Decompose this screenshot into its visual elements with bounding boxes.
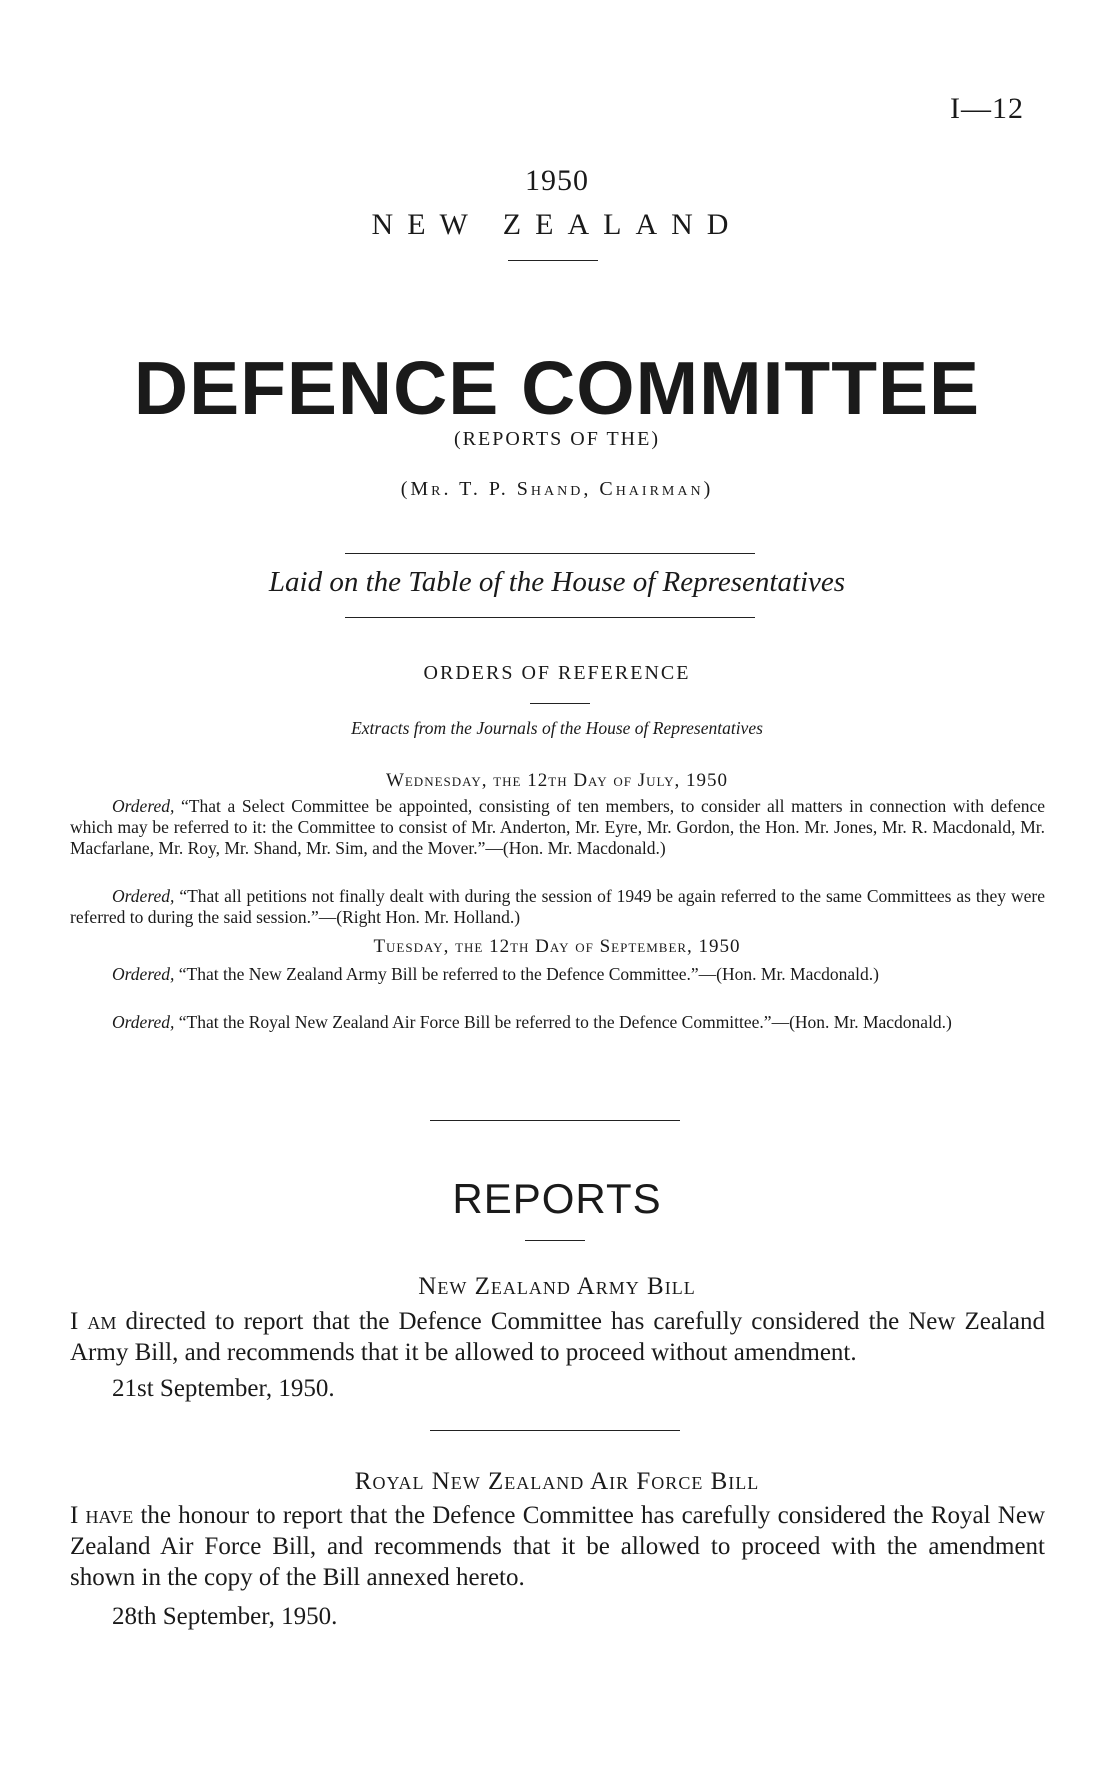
laid-statement: Laid on the Table of the House of Representatives <box>268 566 846 598</box>
divider <box>345 617 755 618</box>
document-title: DEFENCE COMMITTEE <box>133 346 981 430</box>
year: 1950 <box>525 164 589 197</box>
report-lead: I am <box>70 1308 117 1335</box>
divider <box>430 1120 680 1121</box>
ordered-label: Ordered, <box>112 1012 175 1032</box>
report-text: the honour to report that the Defence Committee has carefully considered the Royal New Zealand Air Force Bill, and recommends that it be allowed to proceed with the amendment shown in the copy of the Bill annexed hereto. <box>70 1502 1046 1591</box>
chairman-line: (Mr. T. P. Shand, Chairman) <box>400 478 714 500</box>
country: NEW ZEALAND <box>371 208 743 241</box>
order-text: “That the Royal New Zealand Air Force Bill be referred to the Defence Committee.”—(Hon. Mr. Macdonald.) <box>178 1012 952 1032</box>
order-text: “That the New Zealand Army Bill be referred to the Defence Committee.”—(Hon. Mr. Macdonald.) <box>178 964 879 984</box>
order-date-september: Tuesday, the 12th Day of September, 1950 <box>373 936 741 957</box>
report-lead: I have <box>70 1502 134 1529</box>
divider <box>530 703 590 704</box>
airforce-bill-report <box>70 1500 1045 1593</box>
report-text: directed to report that the Defence Committee has carefully considered the New Zealand Army Bill, and recommends that it be allowed to proceed without amendment. <box>70 1308 1046 1366</box>
divider <box>525 1240 585 1241</box>
order-paragraph <box>70 796 1045 859</box>
airforce-bill-heading: Royal New Zealand Air Force Bill <box>354 1468 760 1495</box>
order-text: “That a Select Committee be appointed, consisting of ten members, to consider all matters in connection with defence which may be referred to it: the Committee to consist of Mr. Anderton, Mr. Eyre, Mr. Gordon, the Hon. Mr. Jones, Mr. R. Macdonald, Mr. Macfarlane, Mr. Roy, Mr. Shand, Mr. Sim, and the Mover.”—(Hon. Mr. Macdonald.) <box>70 796 1046 858</box>
army-bill-heading: New Zealand Army Bill <box>418 1273 696 1300</box>
order-date-july: Wednesday, the 12th Day of July, 1950 <box>385 770 729 791</box>
ordered-label: Ordered, <box>112 796 175 816</box>
order-paragraph <box>70 1012 1045 1033</box>
divider <box>345 553 755 554</box>
divider <box>508 260 598 261</box>
airforce-bill-date: 28th September, 1950. <box>112 1603 338 1630</box>
document-subtitle: (REPORTS OF THE) <box>453 428 660 450</box>
divider <box>430 1430 680 1431</box>
reports-heading: REPORTS <box>452 1175 662 1222</box>
army-bill-date: 21st September, 1950. <box>112 1375 335 1402</box>
order-paragraph <box>70 964 1045 985</box>
army-bill-report <box>70 1306 1045 1368</box>
extracts-line: Extracts from the Journals of the House of Representatives <box>351 718 763 738</box>
ordered-label: Ordered, <box>112 964 175 984</box>
order-text: “That all petitions not finally dealt with during the session of 1949 be again referred to the same Committees as they were referred to during the said session.”—(Right Hon. Mr. Holland.) <box>70 886 1045 927</box>
page-code: I—12 <box>950 92 1024 125</box>
orders-heading: ORDERS OF REFERENCE <box>423 662 691 684</box>
order-paragraph <box>70 886 1045 928</box>
ordered-label: Ordered, <box>112 886 175 906</box>
